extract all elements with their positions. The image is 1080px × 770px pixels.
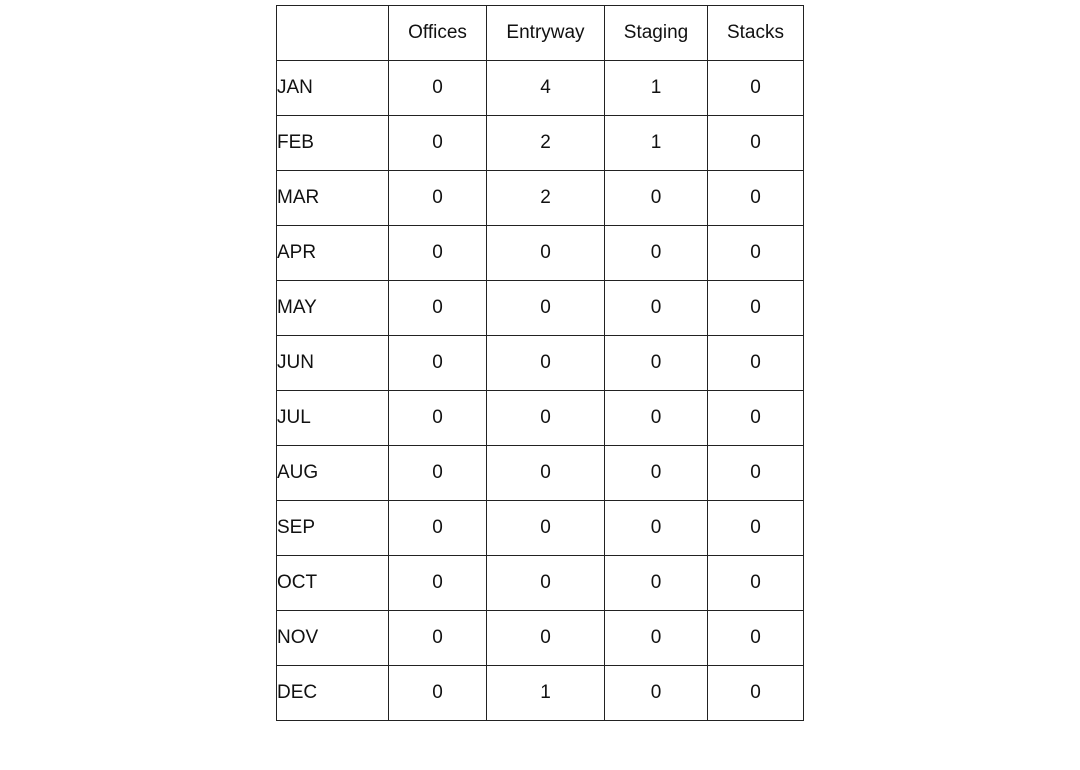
table-row: [277, 446, 804, 501]
table-cell: 0: [708, 226, 804, 281]
table-row: [277, 611, 804, 666]
table-cell: 0: [605, 336, 708, 391]
table-cell: 0: [605, 226, 708, 281]
table-cell: 1: [487, 666, 605, 721]
table-cell: 0: [389, 226, 487, 281]
table-cell: 0: [389, 556, 487, 611]
row-label: DEC: [277, 666, 389, 721]
column-header-entryway: Entryway: [487, 6, 605, 61]
table-row: [277, 61, 804, 116]
table-cell: 0: [487, 391, 605, 446]
table-cell: 0: [487, 446, 605, 501]
table-cell: 0: [605, 611, 708, 666]
table-row: [277, 171, 804, 226]
header-row: [277, 6, 804, 61]
table-cell: 0: [389, 611, 487, 666]
row-label: MAY: [277, 281, 389, 336]
column-header-staging: Staging: [605, 6, 708, 61]
table-cell: 0: [605, 281, 708, 336]
table-cell: 0: [708, 391, 804, 446]
table-cell: 0: [487, 501, 605, 556]
table-cell: 0: [389, 391, 487, 446]
table-cell: 0: [605, 501, 708, 556]
table-cell: 0: [708, 336, 804, 391]
table-cell: 0: [389, 501, 487, 556]
row-label: JUN: [277, 336, 389, 391]
table-row: [277, 336, 804, 391]
monthly-counts-table: [276, 5, 804, 721]
row-label: FEB: [277, 116, 389, 171]
row-label: OCT: [277, 556, 389, 611]
table-cell: 1: [605, 61, 708, 116]
table-cell: 0: [708, 611, 804, 666]
table-cell: 0: [605, 391, 708, 446]
table-cell: 0: [708, 556, 804, 611]
column-header-offices: Offices: [389, 6, 487, 61]
table-row: [277, 391, 804, 446]
table-cell: 0: [487, 611, 605, 666]
table-row: [277, 501, 804, 556]
table-body: [277, 61, 804, 721]
row-label: NOV: [277, 611, 389, 666]
table-cell: 0: [487, 226, 605, 281]
table-cell: 4: [487, 61, 605, 116]
table-cell: 2: [487, 171, 605, 226]
table-row: [277, 116, 804, 171]
table-cell: 0: [389, 281, 487, 336]
row-label: JAN: [277, 61, 389, 116]
table-cell: 0: [487, 281, 605, 336]
table-cell: 0: [708, 171, 804, 226]
table-cell: 0: [389, 446, 487, 501]
row-label: JUL: [277, 391, 389, 446]
table-row: [277, 226, 804, 281]
table-row: [277, 666, 804, 721]
column-header-stacks: Stacks: [708, 6, 804, 61]
table-cell: 0: [389, 116, 487, 171]
row-label: SEP: [277, 501, 389, 556]
table-cell: 0: [389, 61, 487, 116]
table-cell: 0: [708, 666, 804, 721]
table-cell: 0: [487, 556, 605, 611]
table-cell: 1: [605, 116, 708, 171]
table-cell: 0: [708, 116, 804, 171]
table-cell: 0: [389, 666, 487, 721]
table-cell: 0: [605, 171, 708, 226]
table-cell: 0: [605, 446, 708, 501]
table-cell: 0: [605, 666, 708, 721]
row-label: APR: [277, 226, 389, 281]
corner-cell: [277, 6, 389, 61]
row-label: AUG: [277, 446, 389, 501]
table-cell: 0: [487, 336, 605, 391]
table-cell: 0: [708, 281, 804, 336]
table-cell: 0: [605, 556, 708, 611]
table-cell: 0: [389, 171, 487, 226]
row-label: MAR: [277, 171, 389, 226]
table-row: [277, 281, 804, 336]
table-cell: 0: [708, 61, 804, 116]
table-cell: 0: [708, 446, 804, 501]
table-cell: 0: [708, 501, 804, 556]
table-cell: 2: [487, 116, 605, 171]
table-cell: 0: [389, 336, 487, 391]
table-row: [277, 556, 804, 611]
